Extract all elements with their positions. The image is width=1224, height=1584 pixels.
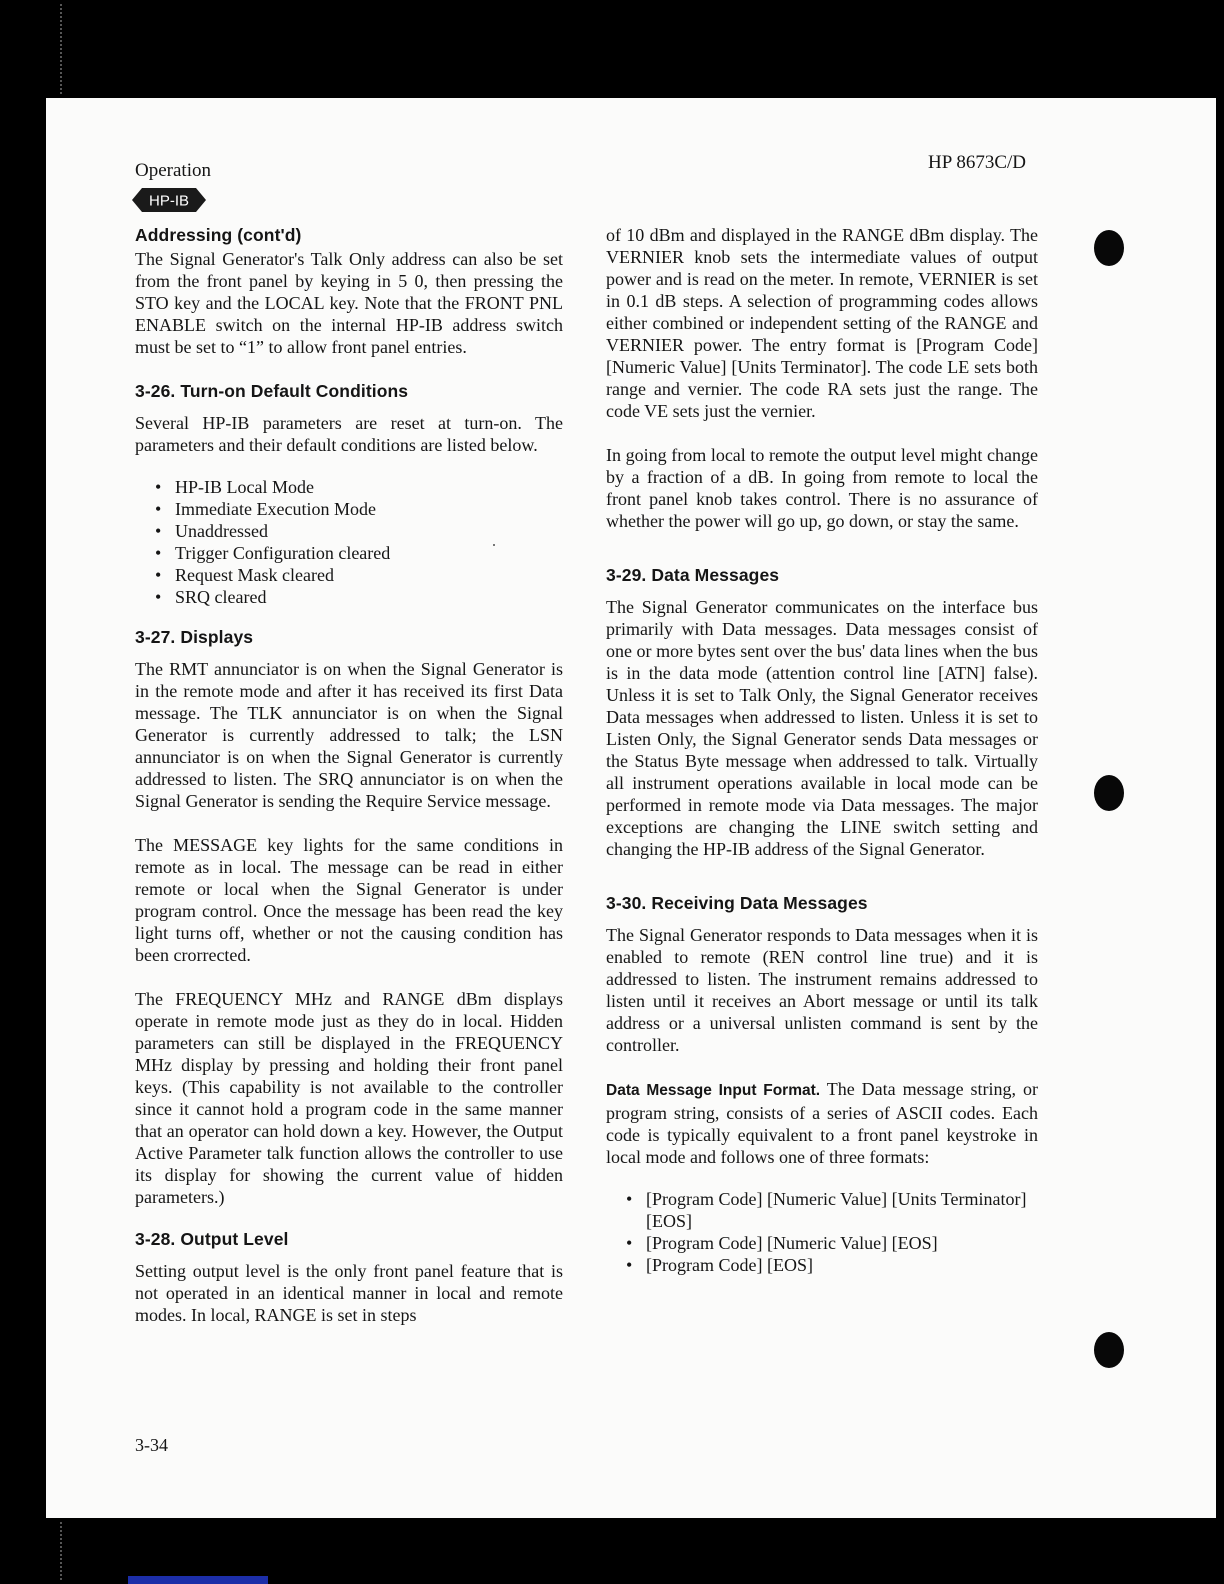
list-item: • [Program Code] [Numeric Value] [EOS]	[626, 1232, 1038, 1254]
list-item: • SRQ cleared	[155, 586, 563, 608]
output-level-continued-2: In going from local to remote the output level might change by a fraction of a dB. In going from remote to local the front panel knob takes control. There is no assurance of whether the power will go up, go down, or stay the same.	[606, 445, 1038, 531]
list-item: • [Program Code] [EOS]	[626, 1254, 1038, 1276]
output-level-heading: 3-28. Output Level	[135, 1229, 289, 1249]
output-level-paragraph: Setting output level is the only front panel feature that is not operated in an identical manner in local and remote modes. In local, RANGE is set in steps	[135, 1261, 563, 1325]
data-messages-heading: 3-29. Data Messages	[606, 565, 780, 585]
list-item: • HP-IB Local Mode	[155, 476, 563, 498]
formats-list	[606, 1188, 1038, 1276]
input-format-text: The Data message string, or program string, consists of a series of ASCII codes. Each code is typically equivalent to a front panel keystroke in local mode and follows one of three formats:	[606, 1079, 1038, 1167]
receiving-paragraph: The Signal Generator responds to Data messages when it is enabled to remote (REN control line true) and it is addressed to listen. The instrument remains addressed to listen until it receives an Abort message or until its talk address or a universal unlisten command is sent by the controller.	[606, 925, 1038, 1055]
displays-paragraph-1: The RMT annunciator is on when the Signal Generator is in the remote mode and after it has received its first Data message. The TLK annunciator is on when the Signal Generator is currently addressed to talk; the LSN annunciator is on when the Signal Generator is currently addressed to listen. The SRQ annunciator is on when the Signal Generator is sending the Require Service message.	[135, 659, 563, 811]
list-item: • Immediate Execution Mode	[155, 498, 563, 520]
right-column	[606, 224, 1038, 1294]
addressing-paragraph: The Signal Generator's Talk Only address can also be set from the front panel by keying in 5 0, then pressing the STO key and the LOCAL key. Note that the FRONT PNL ENABLE switch on the internal HP-IB address switch must be set to “1” to allow front panel entries.	[135, 249, 563, 357]
scan-speck	[493, 544, 495, 546]
turn-on-heading: 3-26. Turn-on Default Conditions	[135, 381, 409, 401]
list-item: • Request Mask cleared	[155, 564, 563, 586]
input-format-label: Data Message Input Format.	[606, 1082, 821, 1099]
binder-hole-bottom	[1094, 1332, 1124, 1368]
scan-edge-noise-bottom	[60, 1522, 78, 1580]
section-title: Operation	[135, 160, 211, 181]
binder-hole-middle	[1094, 775, 1124, 811]
left-column	[135, 224, 563, 1346]
data-messages-paragraph: The Signal Generator communicates on the interface bus primarily with Data messages. Data messages consist of one or more bytes sent over the bus' data lines when the bus is in the data mode (attention control line [ATN] false). Unless it is set to Talk Only, the Signal Generator receives Data messages when addressed to listen. Unless it is set to Listen Only, the Signal Generator sends Data messages or the Status Byte message when addressed to talk. Virtually all instrument operations available in local mode can be performed in remote mode via Data messages. The major exceptions are changing the LINE switch setting and changing the HP-IB address of the Signal Generator.	[606, 597, 1038, 859]
document-page	[46, 98, 1216, 1518]
displays-paragraph-3: The FREQUENCY MHz and RANGE dBm displays operate in remote mode just as they do in local. Hidden parameters can still be displayed in the FREQUENCY MHz display by pressing and holding their front panel keys. (This capability is not available to the controller since it cannot hold a program code in the same manner that an operator can hold down a key. However, the Output Active Parameter talk function allows the controller to use its display for showing the current value of hidden parameters.)	[135, 989, 563, 1207]
displays-heading: 3-27. Displays	[135, 627, 254, 647]
list-item: • [Program Code] [Numeric Value] [Units Terminator] [EOS]	[626, 1188, 1038, 1232]
hp-ib-badge-label: HP-IB	[148, 192, 190, 210]
hp-ib-badge	[132, 188, 206, 212]
turn-on-paragraph: Several HP-IB parameters are reset at turn-on. The parameters and their default conditions are listed below.	[135, 413, 563, 455]
page-number: 3-34	[135, 1435, 168, 1455]
input-format-paragraph	[606, 1078, 1038, 1168]
scan-edge-noise-top	[60, 4, 78, 94]
displays-paragraph-2: The MESSAGE key lights for the same conditions in remote as in local. The message can be read in either remote or local when the Signal Generator is under program control. Once the message has been read the key light turns off, whether or not the causing condition has been crorrected.	[135, 835, 563, 965]
receiving-heading: 3-30. Receiving Data Messages	[606, 893, 868, 913]
hp-ib-badge-shape	[132, 188, 206, 212]
binder-hole-top	[1094, 230, 1124, 266]
model-number: HP 8673C/D	[927, 152, 1026, 173]
scan-color-stripe	[128, 1576, 268, 1584]
default-conditions-list	[135, 476, 563, 608]
list-item: • Trigger Configuration cleared	[155, 542, 563, 564]
addressing-heading: Addressing (cont'd)	[135, 225, 302, 245]
output-level-continued-1: of 10 dBm and displayed in the RANGE dBm display. The VERNIER knob sets the intermediate values of output power and is read on the meter. In remote, VERNIER is set in 0.1 dB steps. A selection of programming codes allows either combined or independent setting of the RANGE and VERNIER power. The entry format is [Program Code] [Numeric Value] [Units Terminator]. The code LE sets both range and vernier. The code RA sets just the range. The code VE sets just the vernier.	[606, 225, 1038, 421]
list-item: • Unaddressed	[155, 520, 563, 542]
